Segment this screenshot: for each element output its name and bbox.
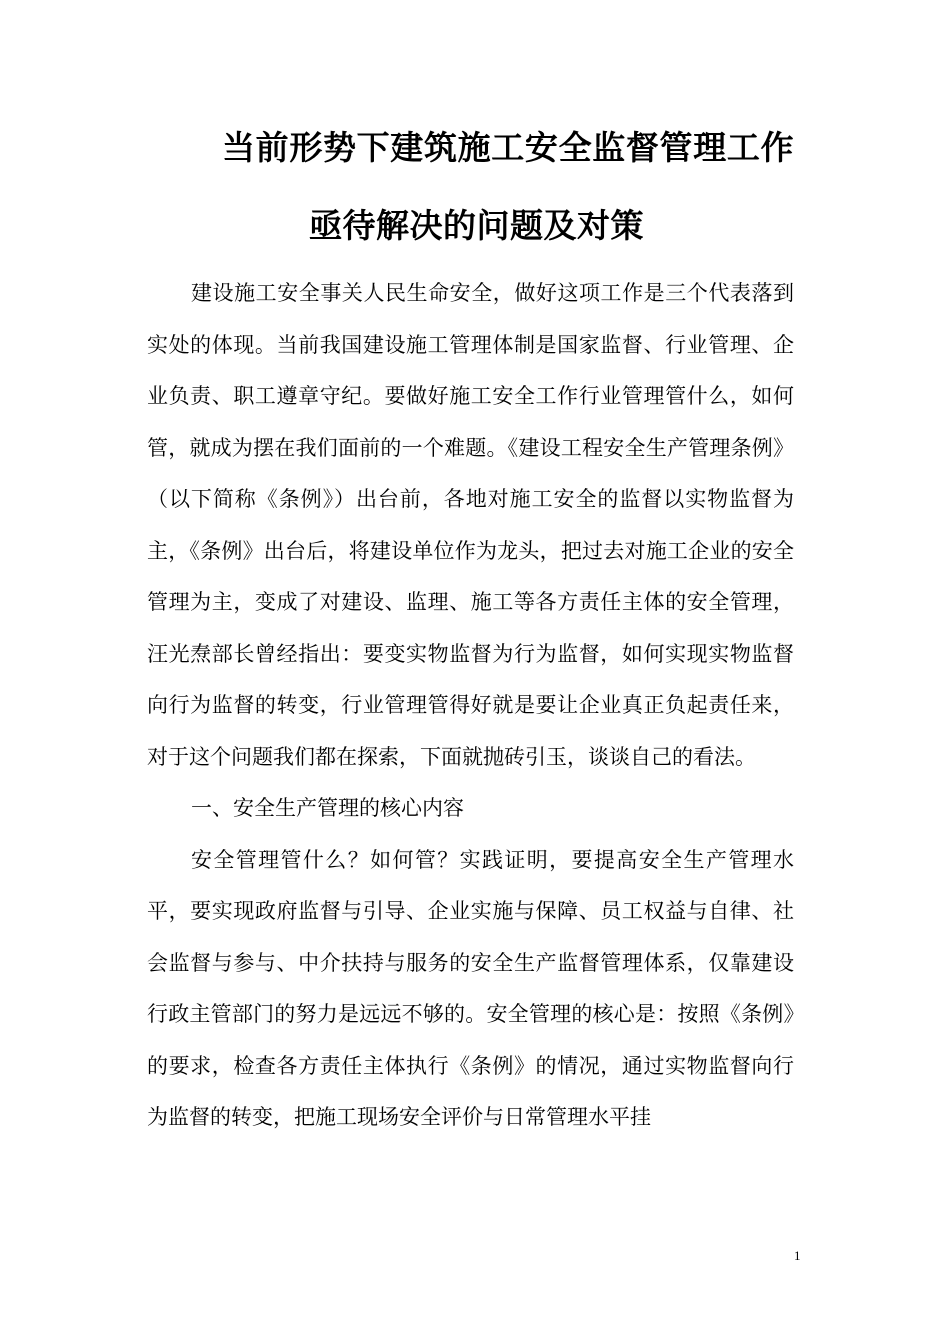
document-body [147, 268, 794, 1144]
intro-paragraph: 建设施工安全事关人民生命安全，做好这项工作是三个代表落到实处的体现。当前我国建设施工管理体制是国家监督、行业管理、企业负责、职工遵章守纪。要做好施工安全工作行业管理管什么，如何管，就成为摆在我们面前的一个难题。《建设工程安全生产管理条例》（以下简称《条例》）出台前，各地对施工安全的监督以实物监督为主，《条例》出台后，将建设单位作为龙头，把过去对施工企业的安全管理为主，变成了对建设、监理、施工等各方责任主体的安全管理，汪光焘部长曾经指出：要变实物监督为行为监督，如何实现实物监督向行为监督的转变，行业管理管得好就是要让企业真正负起责任来，对于这个问题我们都在探索，下面就抛砖引玉，谈谈自己的看法。 [147, 281, 794, 769]
section-paragraph: 安全管理管什么？如何管？实践证明，要提高安全生产管理水平，要实现政府监督与引导、企业实施与保障、员工权益与自律、社会监督与参与、中介扶持与服务的安全生产监督管理体系，仅靠建设行政主管部门的努力是远远不够的。安全管理的核心是：按照《条例》的要求，检查各方责任主体执行《条例》的情况，通过实物监督向行为监督的转变，把施工现场安全评价与日常管理水平挂 [147, 847, 794, 1129]
section-heading: 一、安全生产管理的核心内容 [191, 796, 464, 820]
page-number: 1 [794, 1248, 801, 1263]
document-title-line-2: 亟待解决的问题及对策 [309, 206, 644, 245]
document-title-line-1: 当前形势下建筑施工安全监督管理工作 [222, 128, 794, 167]
